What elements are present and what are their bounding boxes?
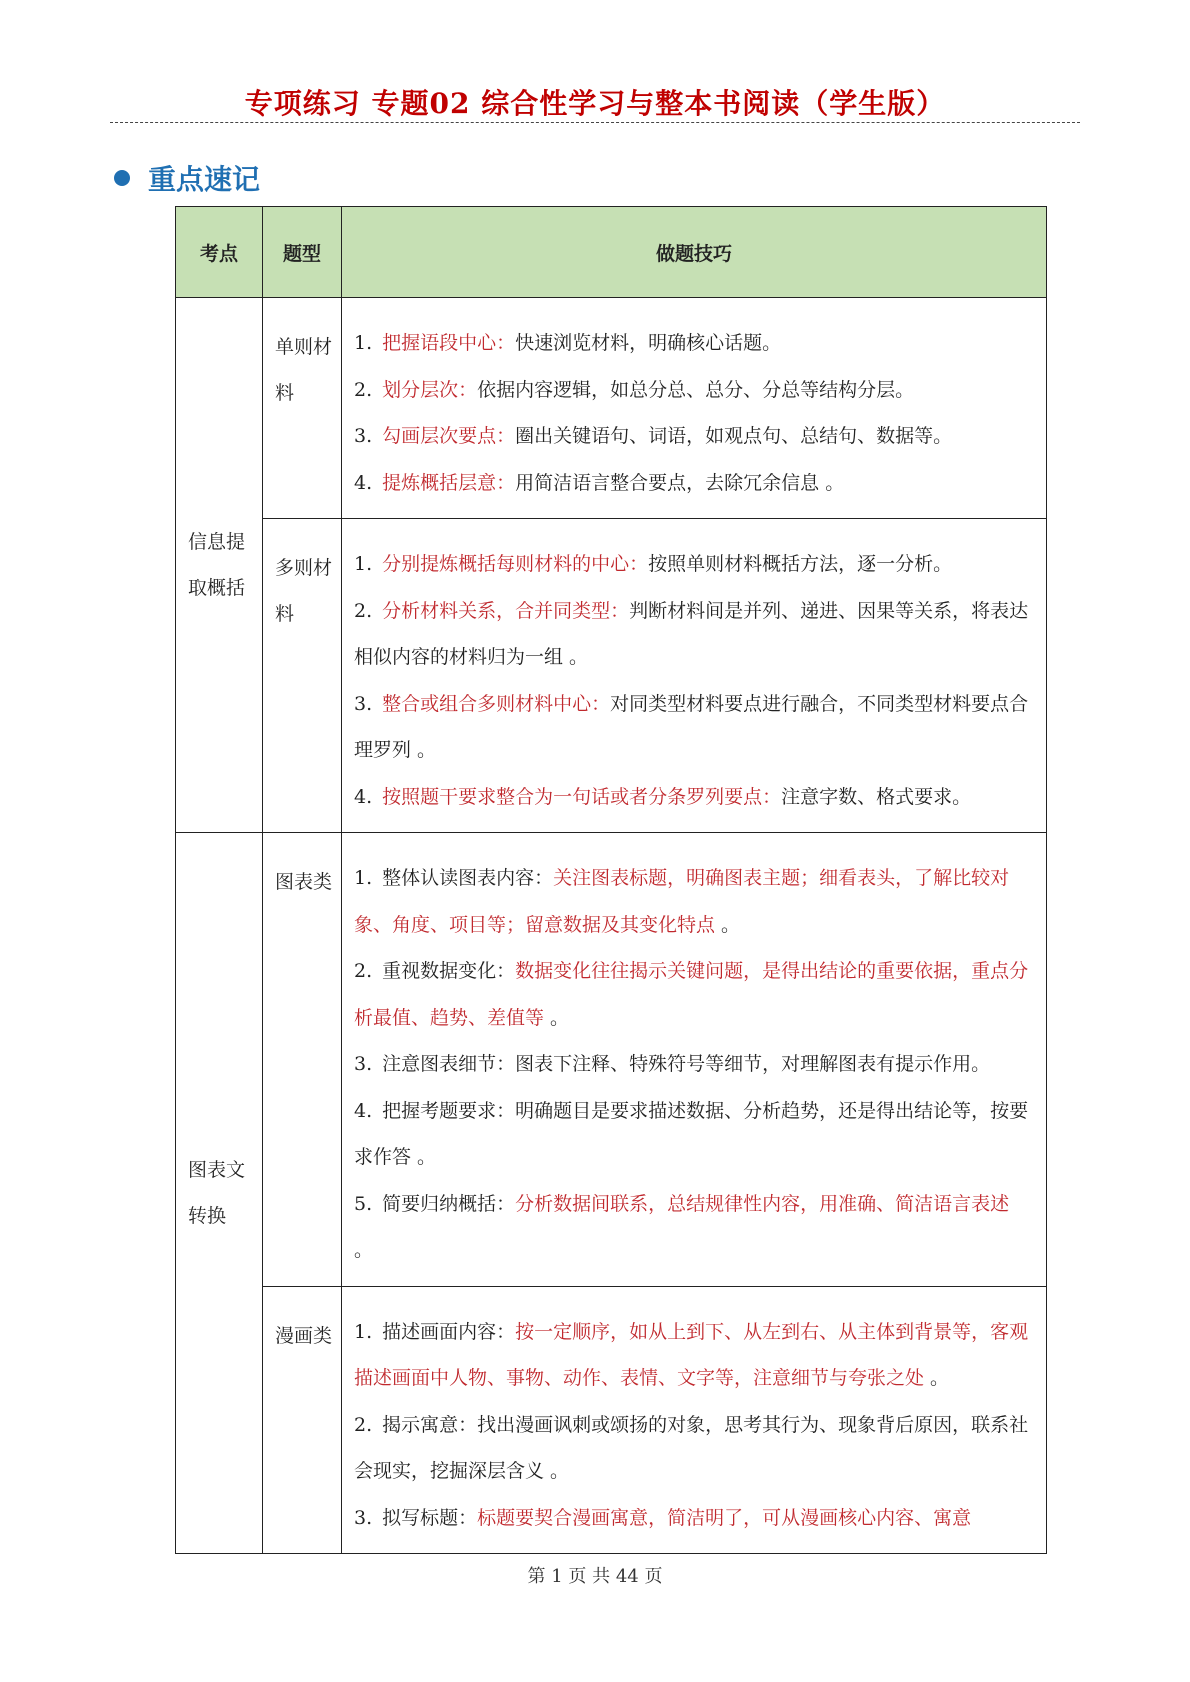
table-header-row [176,207,1047,298]
tixing-cell: 多则材料 [263,519,342,833]
tips-table [175,206,1047,1554]
tixing-cell: 漫画类 [263,1286,342,1554]
section-heading [114,158,260,198]
tips-cell [342,833,1047,1287]
tip-item: 2. 重视数据变化：数据变化往往揭示关键问题，是得出结论的重要依据，重点分析最值、趋势、差值等 。 [354,960,1029,1029]
tip-item: 1. 分别提炼概括每则材料的中心：按照单则材料概括方法，逐一分析。 [354,553,953,575]
bullet-dot-icon [114,170,130,186]
tips-cell [342,1286,1047,1554]
table-row [176,833,1047,1287]
tip-item: 2. 分析材料关系，合并同类型：判断材料间是并列、递进、因果等关系，将表达相似内容的材料归为一组 。 [354,599,1029,668]
tips-cell [342,298,1047,519]
tixing-cell: 图表类 [263,833,342,1287]
tip-item: 3. 勾画层次要点：圈出关键语句、词语，如观点句、总结句、数据等。 [354,425,953,447]
tip-item: 2. 揭示寓意：找出漫画讽刺或颂扬的对象，思考其行为、现象背后原因，联系社会现实，挖掘深层含义 。 [354,1413,1029,1482]
tip-item: 1. 整体认读图表内容：关注图表标题，明确图表主题；细看表头，了解比较对象、角度、项目等；留意数据及其变化特点 。 [354,867,1010,936]
tips-cell [342,519,1047,833]
table-row [176,1286,1047,1554]
tip-item: 4. 把握考题要求：明确题目是要求描述数据、分析趋势，还是得出结论等，按要求作答 。 [354,1099,1029,1168]
tip-item: 2. 划分层次：依据内容逻辑，如总分总、总分、分总等结构分层。 [354,378,915,401]
kaodian-cell: 图表文转换 [176,833,263,1554]
tixing-cell: 单则材料 [263,298,342,519]
tip-item: 4. 按照题干要求整合为一句话或者分条罗列要点：注意字数、格式要求。 [354,785,972,808]
title-divider [110,122,1080,123]
kaodian-cell: 信息提取概括 [176,298,263,833]
page-footer: 第 1 页 共 44 页 [527,1566,663,1587]
tip-item: 4. 提炼概括层意：用简洁语言整合要点，去除冗余信息 。 [354,471,845,494]
section-title: 重点速记 [148,163,261,196]
header-cell-tixing: 题型 [263,207,342,298]
tip-item: 1. 把握语段中心：快速浏览材料，明确核心话题。 [354,332,782,354]
table-row [176,298,1047,519]
header-cell-kaodian: 考点 [176,207,263,298]
header-cell-jiqiao: 做题技巧 [342,207,1047,298]
tip-item: 3. 注意图表细节：图表下注释、特殊符号等细节，对理解图表有提示作用。 [354,1053,991,1075]
tip-item: 1. 描述画面内容：按一定顺序，如从上到下、从左到右、从主体到背景等，客观描述画面中人物、事物、动作、表情、文字等，注意细节与夸张之处 。 [354,1320,1029,1389]
table-row [176,519,1047,833]
tip-item: 3. 整合或组合多则材料中心：对同类型材料要点进行融合，不同类型材料要点合理罗列 。 [354,692,1029,761]
tip-item: 5. 简要归纳概括：分析数据间联系，总结规律性内容，用准确、简洁语言表述 。 [354,1192,1010,1261]
tip-item: 3. 拟写标题：标题要契合漫画寓意，简洁明了，可从漫画核心内容、寓意 [354,1506,972,1529]
page-title: 专项练习 专题02 综合性学习与整本书阅读（学生版） [244,87,946,120]
